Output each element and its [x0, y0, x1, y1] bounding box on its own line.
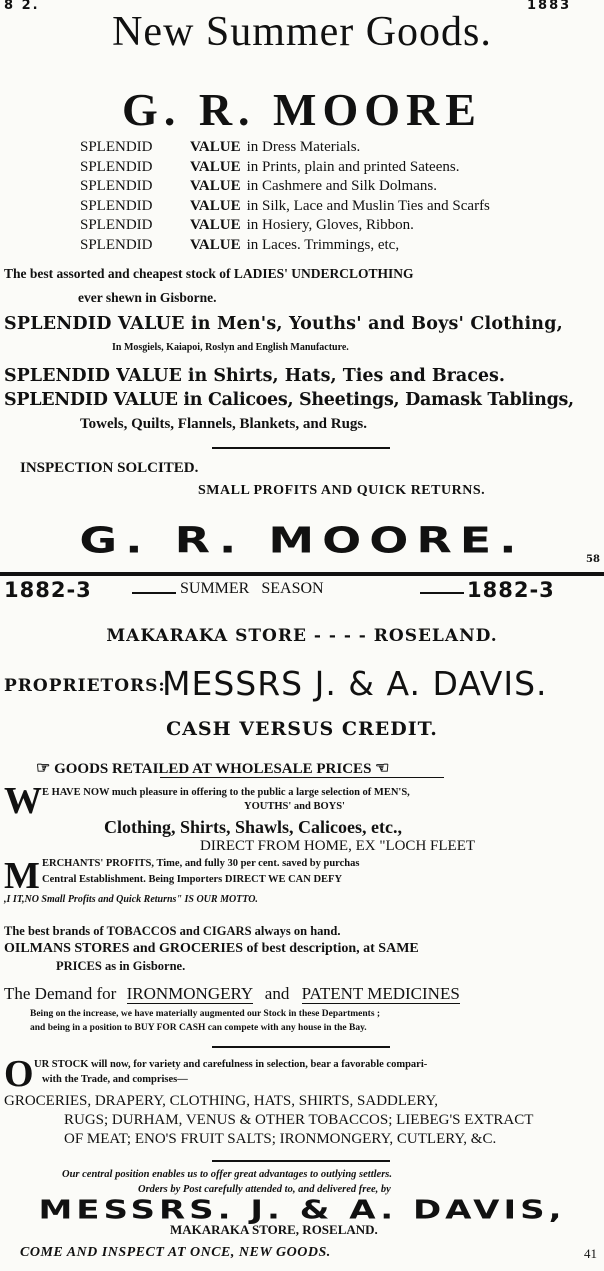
- youths-line: YOUTHS' and BOYS': [244, 801, 345, 812]
- davis-footer-name: MESSRS. J. & A. DAVIS,: [38, 1195, 566, 1225]
- goods-text: GOODS RETAILED AT WHOLESALE PRICES: [54, 761, 372, 777]
- profits-line: SMALL PROFITS AND QUICK RETURNS.: [198, 483, 486, 498]
- merchant-name: G. R. MOORE: [122, 84, 482, 135]
- inspection-line: INSPECTION SOLCITED.: [20, 460, 199, 476]
- ironmongery: IRONMONGERY: [126, 984, 253, 1003]
- towels-line: Towels, Quilts, Flannels, Blankets, and Rugs.: [80, 416, 368, 432]
- pointing-hand-left-icon: ☞: [36, 760, 51, 777]
- page-year: 1883: [527, 0, 572, 13]
- divider-2: [212, 1046, 390, 1048]
- value-description: in Cashmere and Silk Dolmans.: [246, 178, 437, 194]
- splendid-value-item: [80, 139, 360, 156]
- cash-line: CASH VERSUS CREDIT.: [166, 718, 438, 740]
- goods-underline: [160, 777, 444, 778]
- orders-by-post-line: Orders by Post carefully attended to, and delivered free, by: [138, 1184, 391, 1195]
- shirts-line: SPLENDID VALUE in Shirts, Hats, Ties and Braces.: [4, 366, 505, 386]
- proprietors-label: PROPRIETORS:: [4, 676, 166, 696]
- splendid-word: SPLENDID: [80, 197, 153, 214]
- season-year-left: 1882-3: [4, 578, 92, 602]
- tobacco-line: The best brands of TOBACCOS and CIGARS always on hand.: [4, 924, 341, 938]
- season-title: SUMMER SEASON: [180, 580, 324, 597]
- w-drop-cap: W: [4, 780, 42, 822]
- splendid-word: SPLENDID: [80, 139, 153, 155]
- goods-line: [36, 758, 390, 778]
- headline: New Summer Goods.: [112, 9, 492, 55]
- motto-line: ,I IT,NO Small Profits and Quick Returns" IS OUR MOTTO.: [4, 894, 258, 905]
- buy-for-cash-line: and being in a position to BUY FOR CASH can compete with any house in the Bay.: [30, 1023, 367, 1033]
- value-word: VALUE: [190, 236, 241, 253]
- splendid-value-item: [80, 159, 459, 176]
- value-description: in Hosiery, Gloves, Ribbon.: [246, 217, 414, 233]
- splendid-value-item: [80, 237, 399, 254]
- splendid-value-item: [80, 217, 414, 234]
- gisborne-line: ever shewn in Gisborne.: [78, 290, 217, 305]
- increase-line: Being on the increase, we have materially augmented our Stock in these Departments ;: [30, 1009, 381, 1019]
- ad-separator: [0, 572, 604, 576]
- direct-from-home-line: DIRECT FROM HOME, EX "LOCH FLEET: [200, 838, 476, 854]
- m-drop-cap: M: [4, 855, 40, 897]
- value-word: VALUE: [190, 217, 241, 233]
- page-number: 8 2.: [4, 0, 40, 13]
- demand-and: and: [264, 984, 290, 1003]
- divider: [212, 447, 390, 449]
- splendid-value-item: [80, 178, 437, 195]
- value-word: VALUE: [190, 139, 241, 155]
- splendid-word: SPLENDID: [80, 217, 153, 233]
- underclothing-line: The best assorted and cheapest stock of LADIES' UNDERCLOTHING: [4, 266, 414, 281]
- calicoes-line: SPLENDID VALUE in Calicoes, Sheetings, Damask Tablings,: [4, 390, 574, 410]
- patent-medicines: PATENT MEDICINES: [301, 984, 460, 1003]
- clothing-shirts-line: Clothing, Shirts, Shawls, Calicoes, etc.,: [104, 817, 403, 837]
- value-word: VALUE: [190, 197, 241, 214]
- central-position-line: Our central position enables us to offer great advantages to outlying settlers.: [62, 1169, 392, 1180]
- footer-merchant-name: G. R. MOORE.: [79, 518, 525, 562]
- splendid-word: SPLENDID: [80, 178, 153, 194]
- manufacture-line: In Mosgiels, Kaiapoi, Roslyn and English Manufacture.: [112, 342, 349, 353]
- merchants-line: ERCHANTS' PROFITS, Time, and fully 30 per cent. saved by purchas: [42, 858, 360, 869]
- groceries-line-1: GROCERIES, DRAPERY, CLOTHING, HATS, SHIRTS, SADDLERY,: [4, 1093, 439, 1109]
- splendid-value-item: [80, 198, 490, 215]
- value-word: VALUE: [190, 178, 241, 194]
- groceries-line-3: OF MEAT; ENO'S FRUIT SALTS; IRONMONGERY, CUTLERY, &C.: [64, 1131, 497, 1147]
- ad-number-2: 41: [584, 1246, 597, 1261]
- o-drop-cap: O: [4, 1053, 34, 1095]
- value-description: in Silk, Lace and Muslin Ties and Scarfs: [246, 197, 490, 214]
- clothing-line: SPLENDID VALUE in Men's, Youths' and Boys' Clothing,: [4, 314, 563, 334]
- season-year-right: 1882-3: [467, 578, 555, 602]
- value-description: in Laces. Trimmings, etc,: [246, 236, 400, 253]
- pointing-hand-right-icon: ☞: [375, 760, 390, 777]
- proprietors-name: MESSRS J. & A. DAVIS.: [162, 664, 548, 703]
- splendid-word: SPLENDID: [80, 236, 153, 253]
- divider-3: [212, 1160, 390, 1162]
- splendid-word: SPLENDID: [80, 158, 153, 175]
- central-establishment-line: Central Establishment. Being Importers DIRECT WE CAN DEFY: [42, 874, 343, 885]
- groceries-line-2: RUGS; DURHAM, VENUS & OTHER TOBACCOS; LIEBEG'S EXTRACT: [64, 1112, 534, 1128]
- comprises-line: with the Trade, and comprises—: [42, 1074, 188, 1085]
- our-stock-line: UR STOCK will now, for variety and carefulness in selection, bear a favorable compari-: [34, 1059, 428, 1070]
- value-description: in Dress Materials.: [246, 139, 361, 155]
- footer-store: MAKARAKA STORE, ROSELAND.: [170, 1222, 378, 1237]
- store-line: MAKARAKA STORE - - - - ROSELAND.: [106, 626, 498, 646]
- same-prices-line: PRICES as in Gisborne.: [56, 959, 186, 973]
- season-rule-right: [420, 592, 464, 594]
- value-word: VALUE: [190, 158, 241, 175]
- demand-line: [4, 984, 460, 1004]
- value-description: in Prints, plain and printed Sateens.: [246, 158, 460, 175]
- we-have-line: E HAVE NOW much pleasure in offering to the public a large selection of MEN'S,: [42, 787, 410, 798]
- demand-prefix: The Demand for: [4, 984, 117, 1003]
- ad-number: 58: [586, 554, 600, 565]
- season-rule-left: [132, 592, 176, 594]
- come-and-inspect-line: COME AND INSPECT AT ONCE, NEW GOODS.: [20, 1245, 331, 1260]
- oilmans-line: OILMANS STORES and GROCERIES of best description, at SAME: [4, 941, 419, 956]
